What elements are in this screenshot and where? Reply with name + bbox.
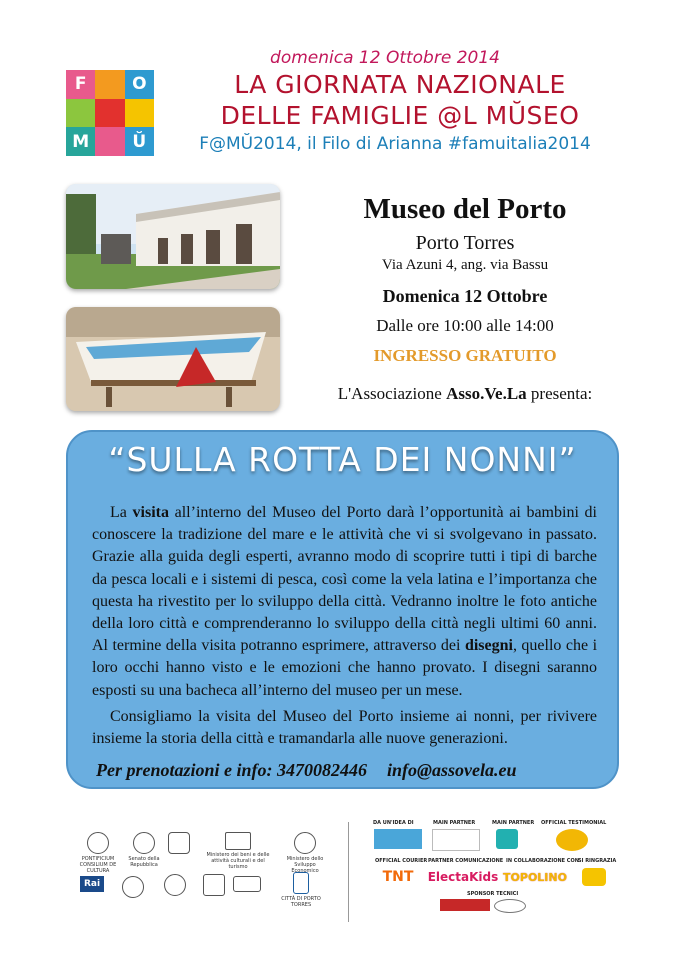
institution-logo: PONTIFICIUM CONSILIUM DE CULTURA	[72, 832, 124, 874]
presenter-suffix: presenta:	[526, 384, 593, 403]
booking-phone: Per prenotazioni e info: 3470082446	[96, 760, 368, 780]
institution-logo: Ministero dei beni e delle attività culturali e del turismo	[203, 832, 273, 870]
logo-cell	[95, 99, 124, 128]
sponsor-logo	[496, 829, 518, 849]
boat-photo	[66, 307, 280, 411]
institution-logo: Ministero dello Sviluppo Economico	[280, 832, 330, 874]
header-title-line2: DELLE FAMIGLIE @L MŬSEO	[220, 101, 580, 130]
porto-torres-logo: CITTÀ DI PORTO TORRES	[272, 872, 330, 908]
header-title-line1: LA GIORNATA NAZIONALE	[234, 70, 566, 99]
booking-info	[96, 760, 596, 781]
institution-logo: Senato della Repubblica	[124, 832, 164, 868]
sponsor-logo	[494, 899, 526, 913]
famu-logo	[66, 70, 154, 156]
sponsor-logo	[432, 829, 480, 851]
institution-logo	[164, 832, 194, 856]
logo-cell	[95, 70, 124, 99]
admission-badge: INGRESSO GRATUITO	[373, 346, 557, 365]
logo-letter-m: M	[66, 127, 95, 156]
tnt-logo: TNT	[382, 869, 414, 885]
logo-letter-o: O	[125, 70, 154, 99]
institution-logo	[196, 874, 232, 898]
museum-building-photo	[66, 184, 280, 289]
topolino-logo: TOPOLINO	[503, 870, 567, 884]
event-description: La visita all’interno del Museo del Porto darà l’opportunità ai bambini di conoscere la tradizione del mare e le attività che vi si svolgevano in passato. Grazie alla guida degli esperti, avranno modo di scoprire tutti i tipi di barche da pesca locali e i sistemi di pesca, così come la vela latina e l’importanza che questa ha rivestito per lo sviluppo della città. Vedranno inoltre le foto antiche della loro città e comprenderanno lo sviluppo della città negli ultimi 60 anni. Al termine della visita potranno esprimere, attraverso dei disegni, quello che i loro occhi hanno visto e le emozioni che hanno provato. I disegni saranno esposti su una bacheca all’interno del museo per un mese.	[92, 504, 598, 699]
header-subtitle: F@MŬ2014, il Filo di Arianna #famuitalia2014	[199, 134, 591, 154]
venue-city: Porto Torres	[415, 232, 515, 254]
logo-letter-u: Ŭ	[125, 127, 154, 156]
presenter-line	[290, 384, 640, 404]
institution-logo	[228, 876, 266, 894]
logo-cell	[125, 99, 154, 128]
sponsor-logo	[556, 829, 588, 851]
logo-letter-f: F	[66, 70, 95, 99]
sponsor-logo	[440, 899, 490, 911]
venue-address: Via Azuni 4, ang. via Bassu	[381, 257, 549, 273]
logo-cell	[95, 127, 124, 156]
presenter-name: Asso.Ve.La	[446, 384, 527, 403]
venue-name: Museo del Porto	[363, 193, 567, 225]
event-recommendation: Consigliamo la visita del Museo del Porto insieme ai nonni, per rivivere insieme la storia della città e tramandarla alle nuove generazioni.	[92, 708, 597, 748]
sponsor-logo	[582, 868, 606, 886]
event-hours: Dalle ore 10:00 alle 14:00	[376, 316, 554, 335]
presenter-prefix: L'Associazione	[337, 384, 447, 403]
event-date: Domenica 12 Ottobre	[382, 286, 548, 306]
logo-cell	[66, 99, 95, 128]
electakids-logo: ElectaKids	[427, 870, 499, 884]
event-title: “SULLA ROTTA DEI NONNI”	[108, 440, 577, 479]
institution-logo	[118, 876, 148, 900]
institution-logo	[160, 874, 190, 898]
sponsor-logo	[374, 829, 422, 849]
booking-email[interactable]: info@assovela.eu	[387, 760, 517, 780]
rai-logo: Rai	[78, 876, 106, 892]
header-date: domenica 12 Ottobre 2014	[270, 48, 500, 68]
